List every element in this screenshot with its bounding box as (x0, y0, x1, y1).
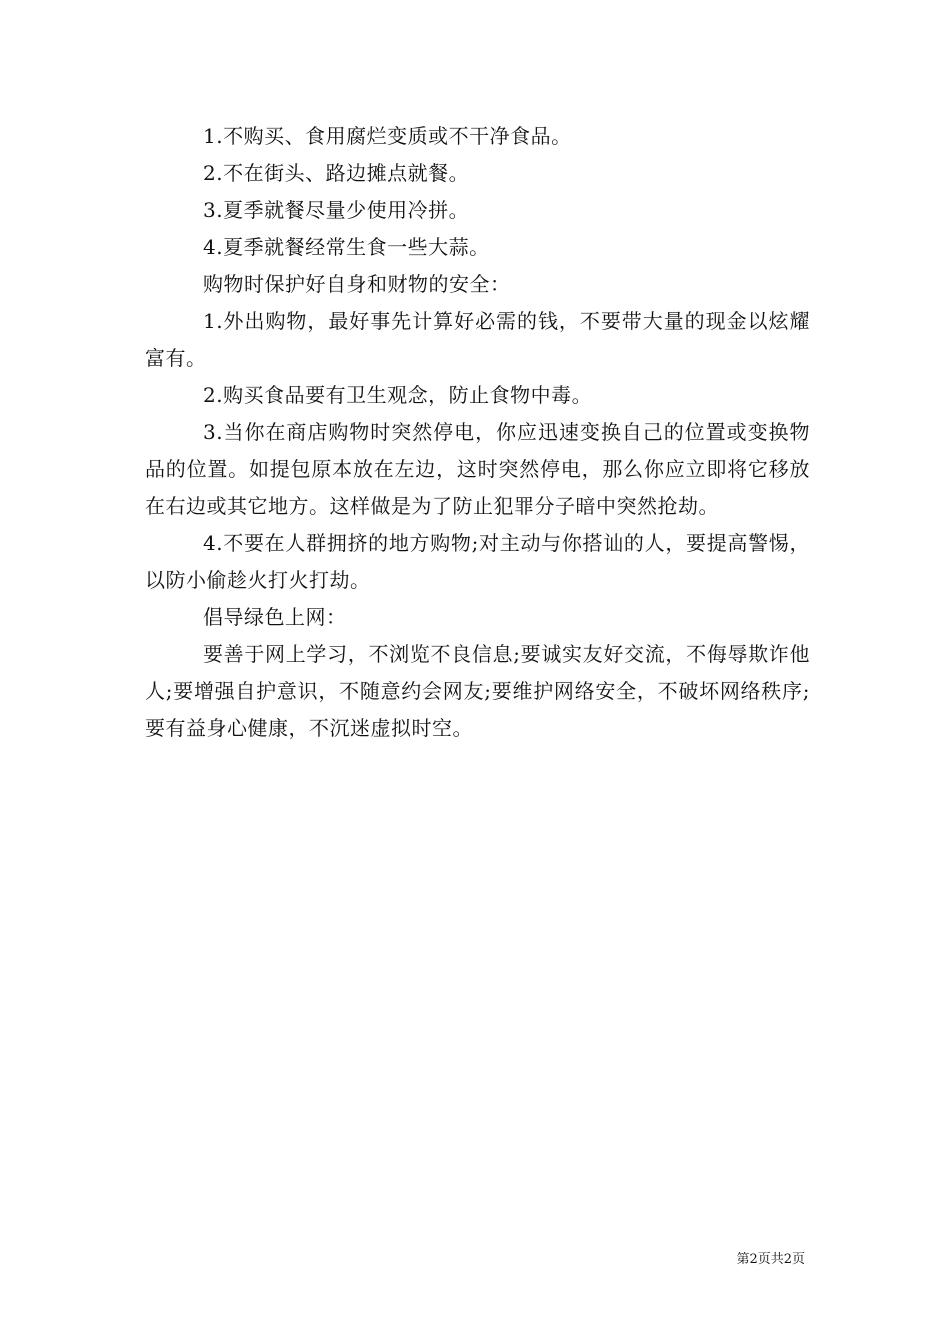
document-body (145, 118, 810, 747)
food-rule-3: 3.夏季就餐尽量少使用冷拼。 (203, 198, 470, 222)
shopping-safety-heading: 购物时保护好自身和财物的安全： (203, 272, 511, 296)
green-internet-text: 要善于网上学习，不浏览不良信息;要诚实友好交流，不侮辱欺诈他人;要增强自护意识，不随意约会网友;要维护网络安全，不破坏网络秩序;要有益身心健康，不沉迷虚拟时空。 (145, 642, 810, 740)
shopping-rule-2: 2.购买食品要有卫生观念，防止食物中毒。 (203, 383, 593, 407)
page-indicator: 第2页共2页 (736, 1252, 805, 1267)
shopping-rule-1: 1.外出购物，最好事先计算好必需的钱，不要带大量的现金以炫耀富有。 (145, 309, 810, 370)
green-internet-heading: 倡导绿色上网： (203, 605, 347, 629)
food-rule-2: 2.不在街头、路边摊点就餐。 (203, 161, 470, 185)
shopping-rule-4: 4.不要在人群拥挤的地方购物;对主动与你搭讪的人，要提高警惕，以防小偷趁火打火打劫。 (145, 531, 810, 592)
shopping-rule-3: 3.当你在商店购物时突然停电，你应迅速变换自己的位置或变换物品的位置。如提包原本放在左边，这时突然停电，那么你应立即将它移放在右边或其它地方。这样做是为了防止犯罪分子暗中突然抢劫。 (145, 420, 810, 518)
food-rule-1: 1.不购买、食用腐烂变质或不干净食品。 (203, 124, 572, 148)
food-rule-4: 4.夏季就餐经常生食一些大蒜。 (203, 235, 490, 259)
